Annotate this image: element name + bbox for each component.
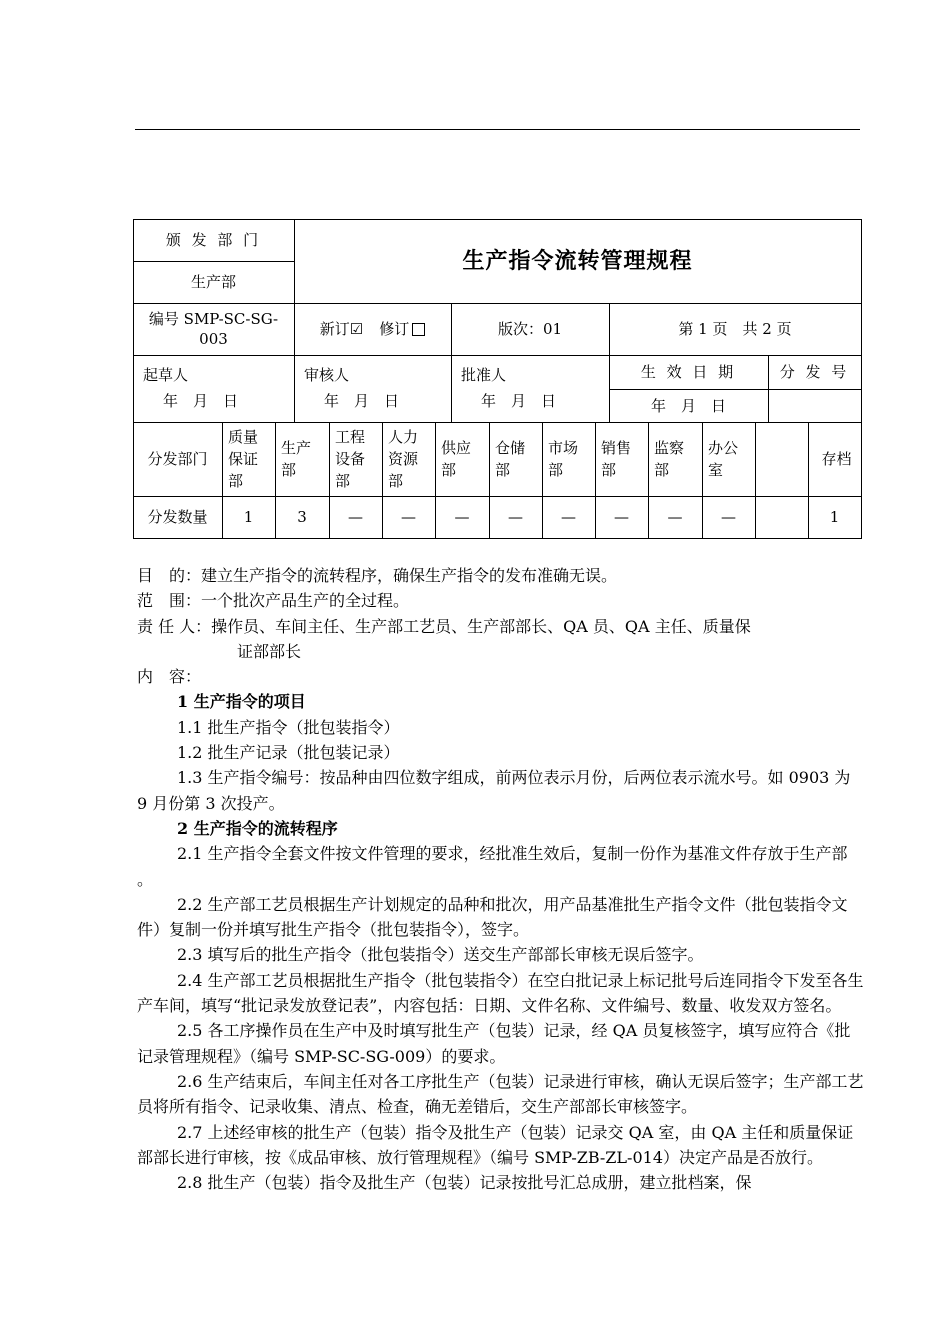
dept-header-text: 部	[601, 461, 617, 479]
dept-header-cell	[761, 422, 806, 496]
dept-header-text: 存档	[821, 450, 852, 468]
section-2-heading: 2 生产指令的流转程序	[177, 818, 338, 838]
dept-header-text: 监察	[654, 439, 685, 457]
dept-qty-cell: 1	[243, 508, 254, 526]
dept-qty-cell: —	[614, 508, 629, 526]
dept-header-text: 部	[654, 461, 670, 479]
dept-header-text: 部	[495, 461, 511, 479]
section-2-3: 2.3 填写后的批生产指令（批包装指令）送交生产部部长审核无误后签字。	[177, 945, 704, 965]
header-rule	[135, 129, 860, 130]
effective-date-value: 年 月 日	[650, 396, 726, 415]
dept-header-cell	[708, 422, 753, 496]
dept-header-text: 保证	[228, 450, 259, 468]
section-2-2: 2.2 生产部工艺员根据生产计划规定的品种和批次，用产品基准批生产指令文件（批包装指令文件）复制一份并填写批生产指令（批包装指令），签字。	[137, 894, 848, 940]
distribution-number-label: 分 发 号	[779, 363, 850, 381]
scope: 范 围：一个批次产品生产的全过程。	[137, 591, 410, 611]
dept-header-text: 生产	[281, 439, 312, 457]
document-title: 生产指令流转管理规程	[462, 248, 693, 274]
dept-header-text: 仓储	[495, 439, 526, 457]
dept-qty-cell: 3	[297, 508, 307, 526]
dept-qty-cell: —	[721, 508, 736, 526]
effective-date-label: 生 效 日 期	[640, 363, 737, 381]
document-code-line-2: 003	[199, 330, 228, 348]
section-1-1: 1.1 批生产指令（批包装指令）	[177, 717, 400, 737]
section-1-2: 1.2 批生产记录（批包装记录）	[177, 743, 400, 763]
dept-header-text: 工程	[335, 428, 366, 446]
dept-qty-cell: —	[508, 508, 523, 526]
revision-type	[294, 303, 451, 355]
dept-qty-cell	[755, 496, 808, 538]
distribution-qty-label: 分发数量	[147, 508, 208, 526]
dept-qty-cell: —	[454, 508, 470, 526]
dept-qty-cell: —	[561, 508, 576, 526]
section-2-8: 2.8 批生产（包装）指令及批生产（包装）记录按批号汇总成册，建立批档案，保	[177, 1173, 752, 1193]
dept-header-cell	[601, 422, 646, 496]
revise-checkbox-icon	[412, 323, 425, 336]
approver-label: 批准人	[461, 366, 507, 384]
purpose: 目 的：建立生产指令的流转程序，确保生产指令的发布准确无误。	[137, 566, 618, 585]
section-2-5: 2.5 各工序操作员在生产中及时填写批生产（包装）记录，经 QA 员复核签字，填写应符合《批记录管理规程》（编号 SMP-SC-SG-009）的要求。	[137, 1021, 851, 1066]
section-1-3: 1.3 生产指令编号：按品种由四位数字组成，前两位表示月份，后两位表示流水号。如 0903 为 9 月份第 3 次投产。	[137, 768, 851, 813]
reviewer-date: 年 月 日	[324, 392, 400, 410]
distribution-dept-label: 分发部门	[147, 450, 208, 468]
dept-qty-cell: —	[667, 508, 683, 526]
dept-header-text: 部	[228, 472, 244, 490]
dept-qty-cell: 1	[829, 508, 840, 526]
document-code-line-1: 编号 SMP-SC-SG-	[148, 310, 279, 328]
dept-header-text: 部	[441, 461, 457, 479]
reviewer-label: 审核人	[304, 366, 350, 384]
dept-header-text: 部	[548, 461, 564, 479]
dept-header-text: 部	[281, 461, 297, 479]
document-body	[137, 563, 865, 1195]
dept-header-text: 市场	[548, 439, 579, 457]
dept-header-text: 销售	[601, 439, 632, 457]
dept-header-text: 室	[708, 461, 724, 479]
content-label: 内 容：	[137, 667, 202, 687]
dept-header-cell	[281, 422, 327, 496]
dept-header-text: 质量	[228, 428, 259, 446]
dept-header-cell	[441, 422, 487, 496]
dept-header-cell	[495, 422, 540, 496]
dept-header-cell	[548, 422, 593, 496]
revise-checkbox-label: 修订	[379, 320, 410, 338]
page-info: 第 1 页 共 2 页	[678, 320, 792, 338]
issuing-dept-label: 颁 发 部 门	[165, 231, 262, 249]
dept-header-text: 供应	[441, 439, 472, 457]
dept-header-cell	[388, 422, 433, 496]
section-2-1: 2.1 生产指令全套文件按文件管理的要求，经批准生效后，复制一份作为基准文件存放于生产部 。	[137, 844, 848, 889]
dept-qty-cell: —	[401, 508, 416, 526]
approver-date: 年 月 日	[481, 392, 557, 410]
dept-header-cell	[335, 422, 380, 496]
dept-header-text: 设备	[335, 450, 366, 468]
section-2-7: 2.7 上述经审核的批生产（包装）指令及批生产（包装）记录交 QA 室，由 QA 主任和质量保证部部长进行审核，按《成品审核、放行管理规程》（编号 SMP-ZB-ZL-014）决定产品是否放行。	[137, 1122, 854, 1167]
section-2-6: 2.6 生产结束后，车间主任对各工序批生产（包装）记录进行审核，确认无误后签字；生产部工艺员将所有指令、记录收集、清点、检查，确无差错后，交生产部部长审核签字。	[137, 1071, 864, 1117]
version: 版次：01	[497, 320, 563, 338]
issuing-dept-value: 生产部	[190, 273, 236, 291]
document-code	[133, 303, 294, 355]
dept-header-text: 办公	[708, 439, 739, 457]
dept-header-cell	[814, 422, 859, 496]
document-header-table	[133, 219, 862, 539]
dept-header-text: 人力	[388, 428, 419, 446]
responsible-line-1: 责 任 人：操作员、车间主任、生产部工艺员、生产部部长、QA 员、QA 主任、质量保	[137, 616, 751, 636]
dept-header-text: 资源	[388, 450, 419, 468]
dept-header-text: 部	[335, 472, 351, 490]
section-1-heading: 1 生产指令的项目	[177, 692, 306, 712]
dept-header-cell	[228, 422, 273, 496]
responsible-line-2: 证部部长	[237, 641, 302, 661]
section-2-4: 2.4 生产部工艺员根据批生产指令（批包装指令）在空白批记录上标记批号后连同指令下发至各生产车间，填写“批记录发放登记表”，内容包括：日期、文件名称、文件编号、数量、收发双方签名。	[137, 970, 864, 1016]
drafter-label: 起草人	[143, 366, 189, 384]
dept-header-text: 部	[388, 472, 404, 490]
drafter-date: 年 月 日	[163, 392, 239, 410]
new-checkbox-label: 新订☑	[319, 320, 364, 338]
dept-qty-cell: —	[348, 508, 363, 526]
dept-header-cell	[654, 422, 700, 496]
